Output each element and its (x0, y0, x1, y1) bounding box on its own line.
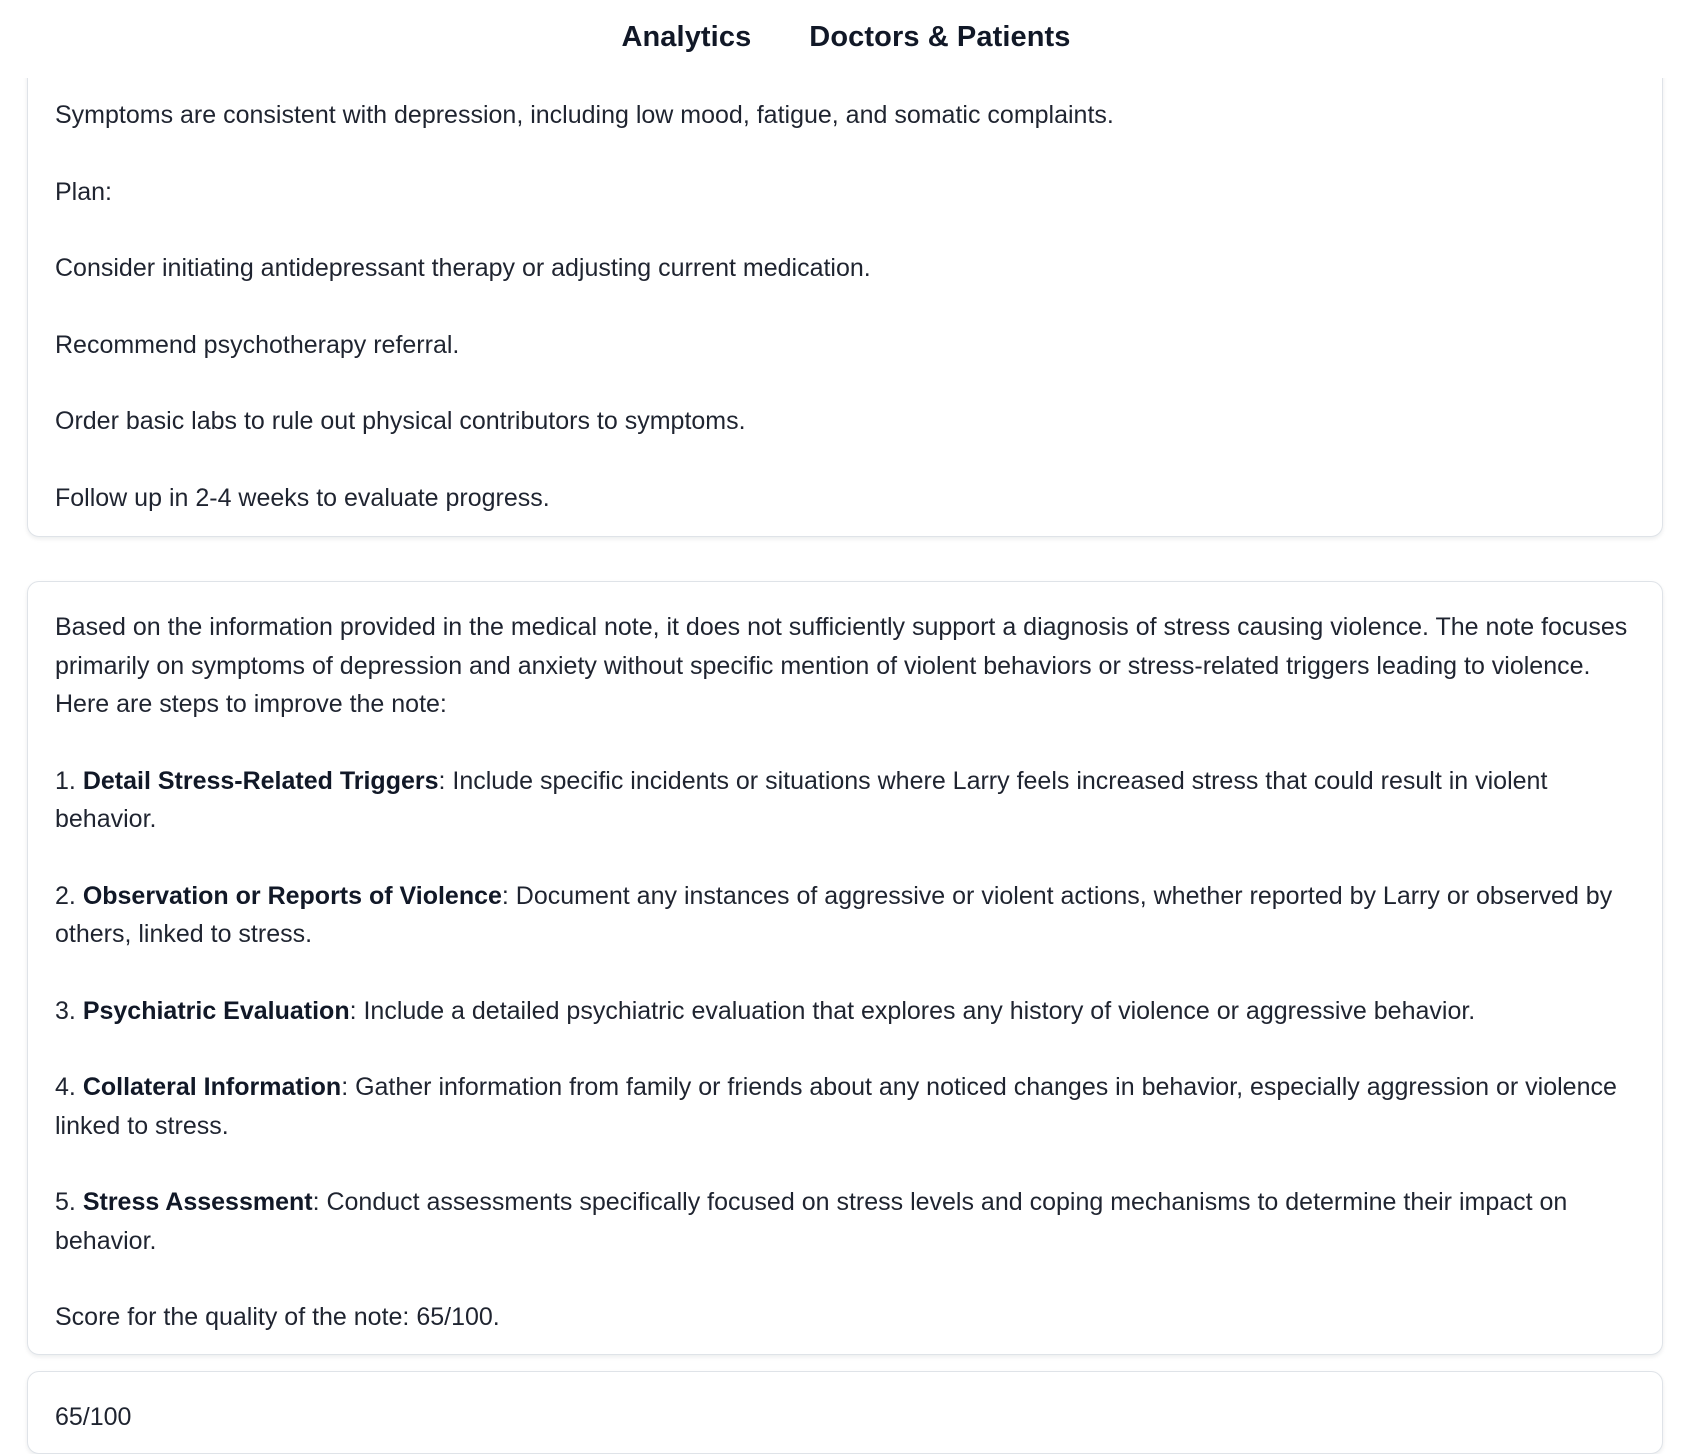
step-title: Detail Stress-Related Triggers (82, 766, 439, 795)
step-number: 3. (55, 996, 76, 1025)
note-plan-item: Follow up in 2-4 weeks to evaluate progress. (55, 483, 550, 512)
evaluation-score-line: Score for the quality of the note: 65/100. (55, 1303, 500, 1331)
evaluation-step (55, 992, 1635, 1031)
evaluation-step (55, 877, 1635, 954)
note-plan-item: Consider initiating antidepressant therapy or adjusting current medication. (55, 254, 871, 282)
step-title: Observation or Reports of Violence (82, 881, 502, 910)
step-number: 5. (55, 1188, 76, 1216)
evaluation-step (55, 762, 1635, 839)
note-plan-item: Order basic labs to rule out physical contributors to symptoms. (55, 407, 746, 435)
step-text: : Document any instances of aggressive or violent actions, whether reported by Larry or observed by others, linked to stress. (55, 881, 1613, 948)
note-plan-heading: Plan: (55, 177, 112, 206)
step-text: : Gather information from family or friends about any noticed changes in behavior, especially aggression or violence linked to stress. (55, 1073, 1617, 1140)
evaluation-intro: Based on the information provided in the medical note, it does not sufficiently support a diagnosis of stress causing violence. The note focuses primarily on symptoms of depression and anxiety without specific mention of violent behaviors or stress-related triggers leading to violence. Here are steps to improve the note: (55, 613, 1628, 718)
step-number: 1. (55, 766, 76, 795)
step-text: : Include a detailed psychiatric evaluation that explores any history of violence or aggressive behavior. (349, 996, 1476, 1025)
nav-analytics-link[interactable]: Analytics (621, 20, 752, 53)
step-title: Collateral Information (82, 1073, 342, 1101)
medical-note-card (27, 60, 1663, 537)
evaluation-step (55, 1068, 1635, 1145)
evaluation-step (55, 1183, 1635, 1260)
note-plan-item: Recommend psychotherapy referral. (55, 330, 460, 359)
step-number: 4. (55, 1073, 76, 1101)
note-evaluation-card (27, 581, 1663, 1355)
step-text: : Conduct assessments specifically focused on stress levels and coping mechanisms to determine their impact on behavior. (55, 1188, 1568, 1255)
note-assessment-text: Symptoms are consistent with depression, including low mood, fatigue, and somatic complaints. (55, 101, 1114, 129)
step-number: 2. (55, 881, 76, 910)
step-title: Stress Assessment (82, 1188, 313, 1216)
nav-doctors-patients-link[interactable]: Doctors & Patients (809, 20, 1071, 53)
top-navigation (0, 0, 1692, 78)
score-value: 65/100 (55, 1403, 132, 1431)
score-card (27, 1371, 1663, 1454)
step-text: : Include specific incidents or situations where Larry feels increased stress that could result in violent behavior. (55, 766, 1548, 833)
step-title: Psychiatric Evaluation (82, 996, 350, 1025)
